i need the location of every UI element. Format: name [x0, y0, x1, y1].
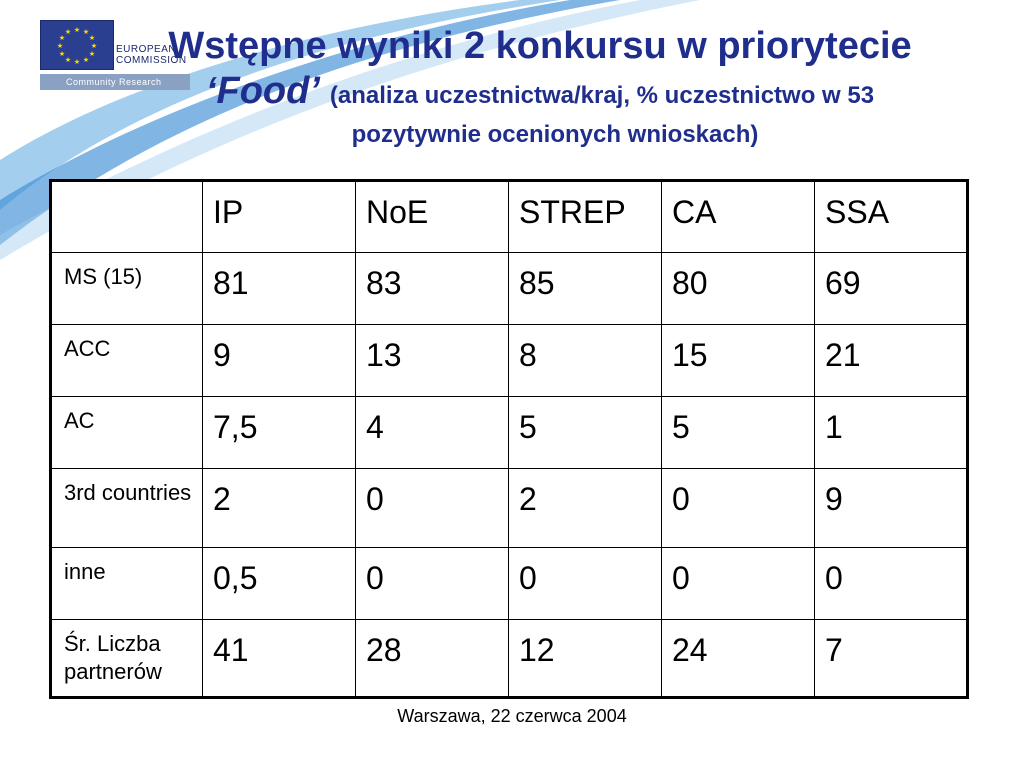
- table-cell: 12: [509, 620, 662, 698]
- svg-text:★: ★: [58, 34, 66, 42]
- column-header-ca: CA: [662, 181, 815, 253]
- table-cell: 0: [815, 548, 968, 620]
- table-cell: 85: [509, 253, 662, 325]
- table-cell: 4: [356, 397, 509, 469]
- row-label: AC: [51, 397, 203, 469]
- table-row: [51, 253, 968, 325]
- table-cell: 21: [815, 325, 968, 397]
- table-cell: 2: [509, 469, 662, 548]
- row-label: Śr. Liczba partnerów: [51, 620, 203, 698]
- footer-date-location: Warszawa, 22 czerwca 2004: [397, 706, 627, 726]
- participation-table: [49, 179, 969, 699]
- table-cell: 1: [815, 397, 968, 469]
- table-cell: 13: [356, 325, 509, 397]
- table-cell: 7,5: [203, 397, 356, 469]
- svg-text:★: ★: [64, 56, 72, 64]
- table-row: [51, 325, 968, 397]
- table-cell: 9: [815, 469, 968, 548]
- table-cell: 0: [356, 548, 509, 620]
- table-row: [51, 548, 968, 620]
- table-cell: 5: [509, 397, 662, 469]
- row-label: 3rd countries: [51, 469, 203, 548]
- column-header-strep: STREP: [509, 181, 662, 253]
- column-header-ip: IP: [203, 181, 356, 253]
- community-research-label: Community Research: [40, 74, 190, 90]
- table-corner-cell: [51, 181, 203, 253]
- table-cell: 24: [662, 620, 815, 698]
- table-cell: 0: [509, 548, 662, 620]
- table-row: [51, 397, 968, 469]
- column-header-noe: NoE: [356, 181, 509, 253]
- table-cell: 15: [662, 325, 815, 397]
- svg-text:★: ★: [88, 34, 96, 42]
- table-cell: 0,5: [203, 548, 356, 620]
- table-cell: 83: [356, 253, 509, 325]
- svg-text:★: ★: [56, 42, 64, 50]
- slide-title: [80, 24, 1000, 152]
- svg-text:★: ★: [90, 42, 98, 50]
- table-cell: 80: [662, 253, 815, 325]
- svg-text:★: ★: [73, 58, 81, 66]
- row-label: MS (15): [51, 253, 203, 325]
- svg-text:★: ★: [64, 28, 72, 36]
- row-label: inne: [51, 548, 203, 620]
- row-label: ACC: [51, 325, 203, 397]
- title-subtitle-1: (analiza uczestnictwa/kraj, % uczestnictwo w 53: [329, 82, 875, 109]
- svg-text:★: ★: [82, 56, 90, 64]
- svg-text:★: ★: [58, 50, 66, 58]
- table-cell: 41: [203, 620, 356, 698]
- table-cell: 0: [356, 469, 509, 548]
- title-line-2: [80, 70, 1000, 116]
- table-cell: 28: [356, 620, 509, 698]
- table-cell: 0: [662, 548, 815, 620]
- table-cell: 69: [815, 253, 968, 325]
- column-header-ssa: SSA: [815, 181, 968, 253]
- title-subtitle-2: pozytywnie ocenionych wnioskach): [351, 121, 759, 148]
- table-row: [51, 469, 968, 548]
- table-cell: 5: [662, 397, 815, 469]
- table-header-row: [51, 181, 968, 253]
- svg-text:★: ★: [82, 28, 90, 36]
- eu-org-name: EUROPEAN COMMISSION: [116, 44, 187, 66]
- table-row: [51, 620, 968, 698]
- title-food: ‘Food’: [205, 70, 320, 112]
- table-cell: 9: [203, 325, 356, 397]
- table-cell: 8: [509, 325, 662, 397]
- table-cell: 81: [203, 253, 356, 325]
- svg-text:★: ★: [88, 50, 96, 58]
- title-line-1: Wstępne wyniki 2 konkursu w priorytecie: [168, 25, 912, 67]
- table-cell: 0: [662, 469, 815, 548]
- svg-text:★: ★: [73, 26, 81, 34]
- table-cell: 2: [203, 469, 356, 548]
- table-cell: 7: [815, 620, 968, 698]
